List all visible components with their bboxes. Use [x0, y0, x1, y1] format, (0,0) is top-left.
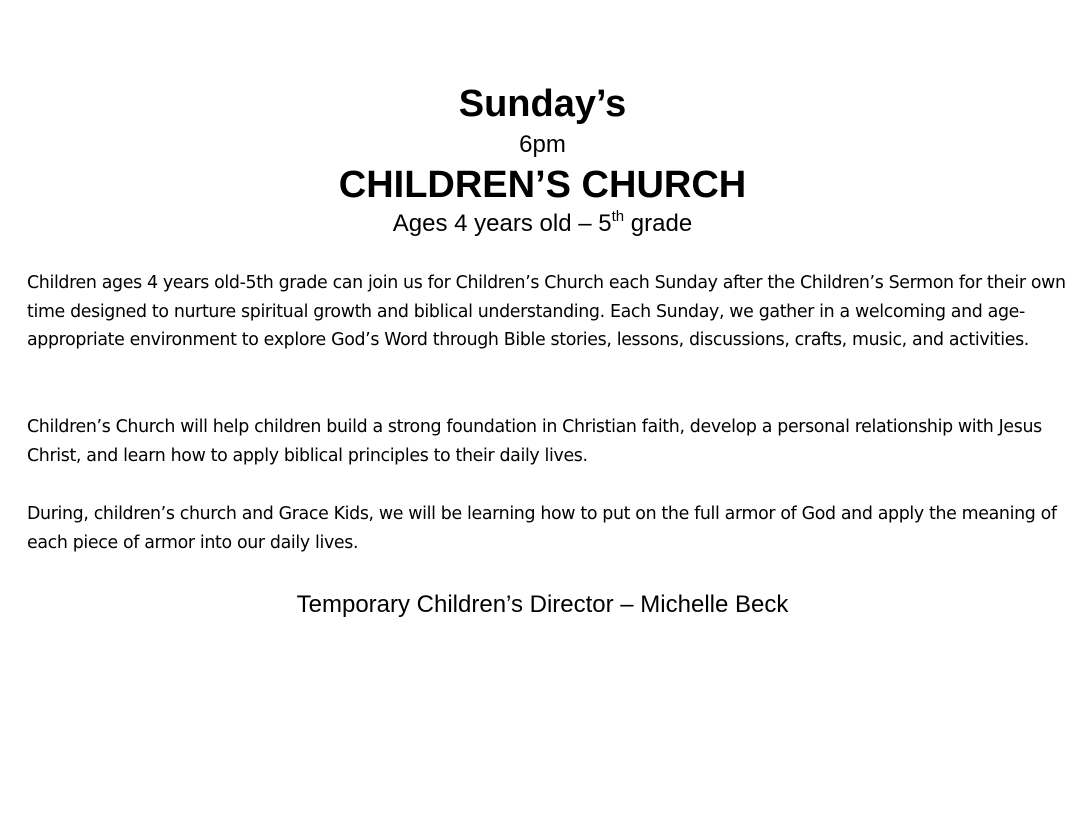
purpose-paragraph: Children’s Church will help children build a strong foundation in Christian faith, develop a personal relationship with Jesus Christ, and learn how to apply biblical principles to their daily lives.	[27, 417, 1042, 466]
time-label: 6pm	[519, 131, 566, 158]
ages-superscript: th	[611, 208, 625, 225]
director-credit: Temporary Children’s Director – Michelle Beck	[296, 591, 789, 618]
ages-prefix: Ages 4 years old – 5	[392, 210, 612, 237]
ages-suffix: grade	[624, 210, 693, 237]
intro-paragraph: Children ages 4 years old-5th grade can join us for Children’s Church each Sunday after the Children’s Sermon for their own time designed to nurture spiritual growth and biblical understanding. Each Sunday, we gather in a welcoming and age-appropriate environment to explore God’s Word through Bible stories, lessons, discussions, crafts, music, and activities.	[27, 273, 1066, 351]
page-title: CHILDREN’S CHURCH	[338, 164, 747, 206]
armor-paragraph: During, children’s church and Grace Kids, we will be learning how to put on the full armor of God and apply the meaning of each piece of armor into our daily lives.	[27, 504, 1057, 553]
day-title: Sunday’s	[458, 83, 627, 125]
ages-line	[0, 209, 1085, 239]
